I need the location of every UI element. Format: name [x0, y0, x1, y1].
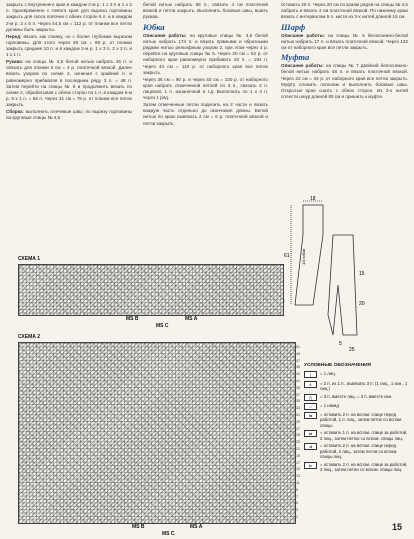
paragraph-text: : на спицы № 4,5 белой нитью набрать 45 п. и связать для планки 2 см = 4 р. платочной вязкой. Далее вязать узором по схеме 2, начиная с крайней п. и равномерно прибавляя в последнем ряду 3 п. = 48 п. Затем перейти на спицы № 5 и продолжить вязать по схеме 2, обрабатывая с обеих сторон по 1 п. в каждом 6-м р. 9 х 1 п. = 66 п. Через 31 см = 78 р. от планки все петли закрыть. — [6, 59, 132, 108]
chart-pattern — [19, 343, 295, 523]
sleeve-outline — [328, 235, 357, 335]
text-column-3 — [281, 2, 408, 101]
row-number: 31 — [296, 413, 300, 417]
schema-1-ms-a: MS A — [185, 316, 198, 322]
legend-text: = 1 лиц. — [320, 371, 336, 377]
row-number: 47 — [296, 358, 300, 363]
legend-symbol-icon: | — [304, 371, 317, 378]
paragraph-text: : выполнить плечевые швы; по вырезу горловины на круговые спицы № 4,5 — [6, 109, 132, 121]
chart-pattern — [19, 265, 283, 315]
legend-item — [304, 412, 410, 428]
dim-label: 61 — [284, 253, 290, 259]
legend-text: = 1 накид — [320, 402, 339, 408]
paragraph: Затем отмеченные петли поделить на 2 части и вязать каждую часть отдельно до окончания длины. Белой нитью по краю вывязать 2 см = 6 р. платочной вязкой и петли закрыть. — [143, 102, 268, 126]
paragraph-text: : вязать как спинку, но с более глубоким вырезом горловины. Для этого через 39 см = 98 р. от планки закрыть средние 10 п. и в каждом 2-м р. 1 х 3 п, 2 х 2 п. и 1 х 1 п. — [6, 33, 132, 58]
label-description: Описание работы — [281, 32, 324, 38]
legend-text: = оставить 2 п. на вспом. спице перед работой, 2 лиц., затем петли со вспом. спицы лиц. — [320, 443, 398, 460]
legend-text: = оставить 1 п. на вспом. спице за работой, 2 лиц., затем петлю со вспом. спицы лиц. — [320, 430, 408, 441]
legend-text: = оставить 2 п. на вспом. спице за работой, 2 лиц., затем петли со вспом. спицы лиц. — [320, 461, 408, 473]
paragraph — [281, 33, 408, 52]
row-number: 49 — [296, 351, 300, 356]
legend-items — [304, 371, 410, 472]
legend-item — [304, 430, 410, 441]
schema-2-ms-c: MS C — [162, 531, 175, 537]
row-number: 43 — [296, 372, 300, 377]
row-number: 19 — [296, 453, 300, 458]
dim-label: 15 — [359, 271, 365, 277]
legend-symbol-icon: ○ — [304, 403, 317, 410]
legend-text: = 2 п. из 1 п., вывязать 3 п. (1 лиц., 1 изн., 1 лиц.) — [320, 380, 408, 391]
schema-1-ms-b: MS B — [126, 316, 139, 322]
label-front: Перед — [6, 33, 21, 39]
schema-1-ms-c: MS C — [156, 323, 169, 329]
paragraph — [6, 59, 132, 109]
legend-item — [304, 403, 410, 410]
legend-item — [304, 394, 410, 401]
paragraph: Через 36 см = 90 р. и через 40 см = 100 р. от наборного края набрать отмеченной петлей по 3 п., связать 2 п. лицевой, 1 п. изнаночной и т.д. Выполнить по 1 х 4 п. через 1 ряд. — [143, 76, 268, 101]
paragraph: закрыть с внутреннего края в каждом 2-м р. 1 х 3 п и 1 х 2 п. Одновременно с левого края для выреза горловины закрыть для скоса полочки с обеих сторон 6 п. и в каждом 2-м р. 3 х 5 п. Через 44,5 см = 112 р. от планки все петли должны быть закрыты. — [6, 2, 132, 32]
legend-text: = 3 п. вместе лиц. = 3 п. вместе изн. — [320, 393, 393, 399]
dim-label: 25 — [349, 347, 355, 353]
row-number: 17 — [296, 460, 300, 465]
paragraph — [6, 109, 132, 121]
row-number: 9 — [296, 487, 298, 492]
legend-symbol-icon: ∧ — [304, 381, 317, 388]
legend-symbol-icon: ⇆ — [304, 412, 317, 419]
schema-2-ms-b: MS B — [132, 524, 145, 530]
row-number: 1 — [296, 515, 298, 519]
row-number: 23 — [296, 440, 300, 445]
legend-item — [304, 381, 410, 392]
row-number: 5 — [296, 501, 298, 506]
dim-label: 5 — [339, 341, 342, 347]
schema-1-title: СХЕМА 1 — [18, 256, 41, 262]
section-title-skirt: Юбка — [143, 21, 165, 32]
row-number: 33 — [296, 406, 300, 411]
schema-2-ms-a: MS A — [190, 524, 203, 530]
dim-label: 1/4 юбки — [301, 249, 306, 265]
row-number: 29 — [296, 419, 300, 424]
legend — [304, 363, 410, 475]
row-number: 15 — [296, 467, 300, 472]
dim-label: 20 — [359, 301, 365, 307]
paragraph: оставить 25 п. Через 20 см по краям рядов на спицы № 4,5 набрать и вязать 4 см платочной вязкой. По нижнему краю вязать с интервалом 5 п. кисти из 3-х нитей длиной 15 см. — [281, 2, 408, 20]
legend-item — [304, 443, 410, 459]
page-number: 15 — [391, 522, 402, 532]
label-assembly: Сборка — [6, 109, 23, 115]
paragraph-text: : на спицы № 7 двойной белоснежно-белой нитью набрать 48 п. и вязать платочной вязкой. Через 22 см = 44 р. от наборного края все петли закрыть. Муфту сложить пополам и выполнить боковые швы. Открытые края сшить с обеих сторон. Из 3-х нитей сплести шнур длиной 85 см и пришить к муфте. — [281, 63, 408, 100]
section-title-muff: Муфта — [281, 52, 310, 63]
schema-2-chart — [18, 342, 296, 524]
schema-1-chart — [18, 264, 284, 316]
label-description: Описание работы — [143, 32, 186, 38]
paragraph — [6, 34, 132, 59]
legend-title: УСЛОВНЫЕ ОБОЗНАЧЕНИЯ — [304, 363, 371, 368]
row-number: 11 — [296, 481, 300, 485]
label-description: Описание работы — [281, 63, 323, 69]
row-number: 7 — [296, 494, 298, 499]
row-number: 27 — [296, 426, 300, 431]
paragraph — [281, 63, 408, 100]
row-number: 35 — [296, 399, 300, 404]
section-title-scarf: Шарф — [281, 21, 306, 32]
label-sleeves: Рукава — [6, 59, 22, 65]
row-number: 25 — [296, 433, 300, 438]
paragraph: белой нитью набрать 68 п., связать 4 см платочной вязкой и петли закрыть. Выполнить боковые швы, вшить рукава. — [143, 2, 268, 20]
legend-item — [304, 462, 410, 473]
legend-symbol-icon: ⋀ — [304, 394, 317, 401]
paragraph — [143, 33, 268, 76]
dim-label: 18 — [310, 196, 316, 202]
row-number: 51 — [296, 345, 300, 349]
row-number: 3 — [296, 508, 298, 513]
row-number: 37 — [296, 392, 300, 397]
legend-symbol-icon: ⇇ — [304, 462, 317, 469]
legend-symbol-icon: ⇉ — [304, 443, 317, 450]
row-number: 39 — [296, 385, 300, 390]
legend-item — [304, 371, 410, 378]
row-number: 21 — [296, 447, 300, 451]
paragraph-text: : на спицы № 5 белоснежно-белой нитью набрать 17 п. и вязать платочной вязкой. Через 132 см от наборного края все петли закрыть. — [281, 32, 408, 51]
pattern-diagram — [283, 195, 373, 355]
row-number: 45 — [296, 365, 300, 370]
skirt-outline — [295, 205, 323, 305]
text-column-1 — [6, 2, 132, 122]
row-number: 41 — [296, 379, 300, 383]
row-number: 13 — [296, 474, 300, 479]
legend-text: = оставить 2 п. на вспом. спице перед работой, 1 п. лиц., затем петли со вспом. спицы — [320, 411, 403, 428]
schema-2-title: СХЕМА 2 — [18, 334, 41, 340]
paragraph-text: : на круговые спицы № 4,5 белой нитью набрать 174 п. и вязать прямыми и обратными рядами нитью рельефным узором 2, при этом через 4 р. перейти на круговые спицы № 5. Через 20 см = 52 р. от наборного края равномерно прибавить 20 п. = 194 п. Через 44 см = 110 р. от наборного края все петли закрыть. — [143, 32, 268, 75]
text-column-2 — [143, 2, 268, 127]
legend-symbol-icon: ⇄ — [304, 430, 317, 437]
